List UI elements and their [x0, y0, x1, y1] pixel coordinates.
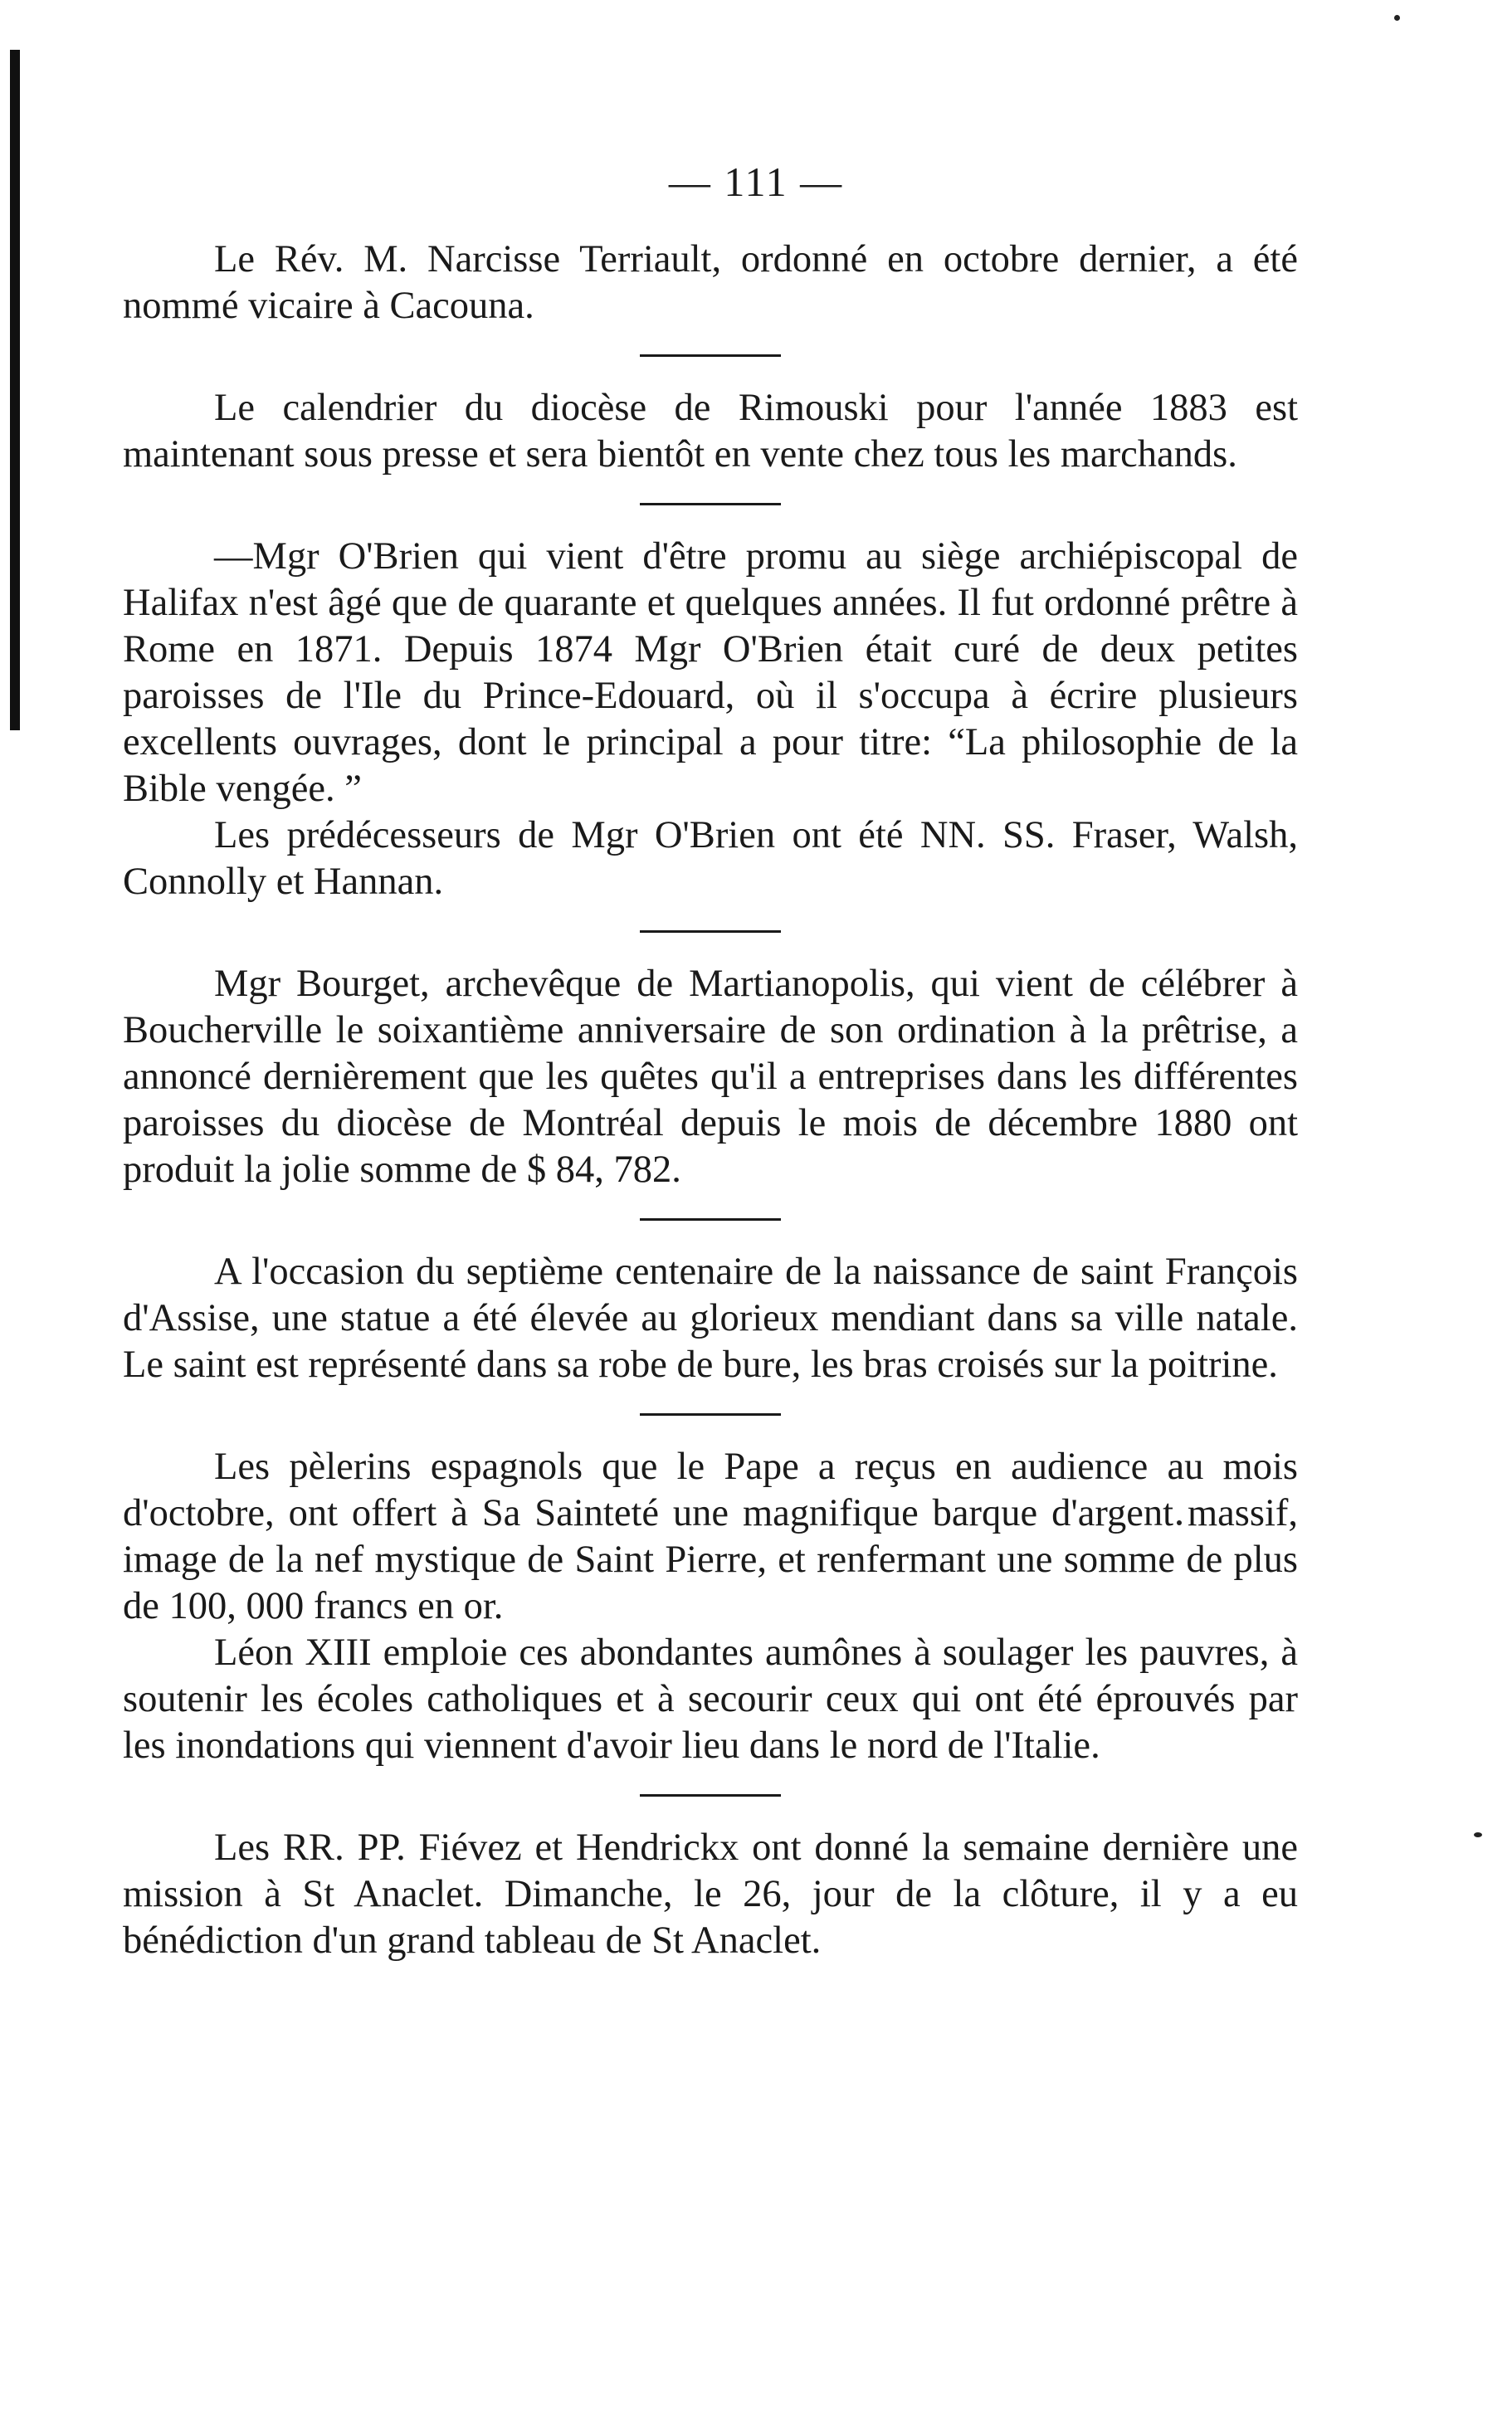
scan-speck: [1474, 1832, 1482, 1837]
paragraph: Les RR. PP. Fiévez et Hendrickx ont donné la semaine dernière une mission à St Anaclet. Dimanche, le 26, jour de la clôture, il y a eu bénédiction d'un grand tableau de St Anaclet.: [123, 1827, 1298, 1962]
page-number: — 111 —: [668, 159, 844, 205]
paragraph: —Mgr O'Brien qui vient d'être promu au siège archiépiscopal de Halifax n'est âgé que de quarante et quelques années. Il fut ordonné prêtre à Rome en 1871. Depuis 1874 Mgr O'Brien était curé de deux petites paroisses de l'Ile du Prince-Edouard, où il s'occupa à écrire plusieurs excellents ouvrages, dont le principal a pour titre: “La philosophie de la Bible vengée. ”: [123, 535, 1298, 810]
text-column: [123, 237, 1298, 1964]
paragraph: Le calendrier du diocèse de Rimouski pour l'année 1883 est maintenant sous presse et sera bientôt en vente chez tous les marchands.: [123, 387, 1298, 476]
section-divider: [640, 1413, 781, 1416]
section-divider: [640, 930, 781, 933]
section-divider: [640, 503, 781, 505]
paragraph: Léon XIII emploie ces abondantes aumônes à soulager les pauvres, à soutenir les écoles catholiques et à secourir ceux qui ont été éprouvés par les inondations qui viennent d'avoir lieu dans le nord de l'Italie.: [123, 1632, 1298, 1767]
paragraph: Les prédécesseurs de Mgr O'Brien ont été NN. SS. Fraser, Walsh, Connolly et Hannan.: [123, 814, 1298, 903]
section-divider: [640, 1218, 781, 1221]
paragraph: A l'occasion du septième centenaire de la naissance de saint François d'Assise, une statue a été élevée au glorieux mendiant dans sa ville natale. Le saint est représenté dans sa robe de bure, les bras croisés sur la poitrine.: [123, 1251, 1298, 1386]
paragraph: Mgr Bourget, archevêque de Martianopolis, qui vient de célébrer à Boucherville le soixantième anniversaire de son ordination à la prêtrise, a annoncé dernièrement que les quêtes qu'il a entreprises dans les différentes paroisses du diocèse de Montréal depuis le mois de décembre 1880 ont produit la jolie somme de $ 84, 782.: [123, 963, 1298, 1191]
paragraph: Les pèlerins espagnols que le Pape a reçus en audience au mois d'octobre, ont offert à Sa Sainteté une magnifique barque d'argent massif, image de la nef mystique de Saint Pierre, et renfermant une somme de plus de 100, 000 francs en or.: [123, 1446, 1298, 1627]
section-divider: [640, 1794, 781, 1797]
paragraph: Le Rév. M. Narcisse Terriault, ordonné en octobre dernier, a été nommé vicaire à Cacouna.: [123, 238, 1298, 327]
scan-edge-mark: [10, 50, 20, 730]
scan-speck: [1394, 15, 1400, 21]
section-divider: [640, 354, 781, 357]
